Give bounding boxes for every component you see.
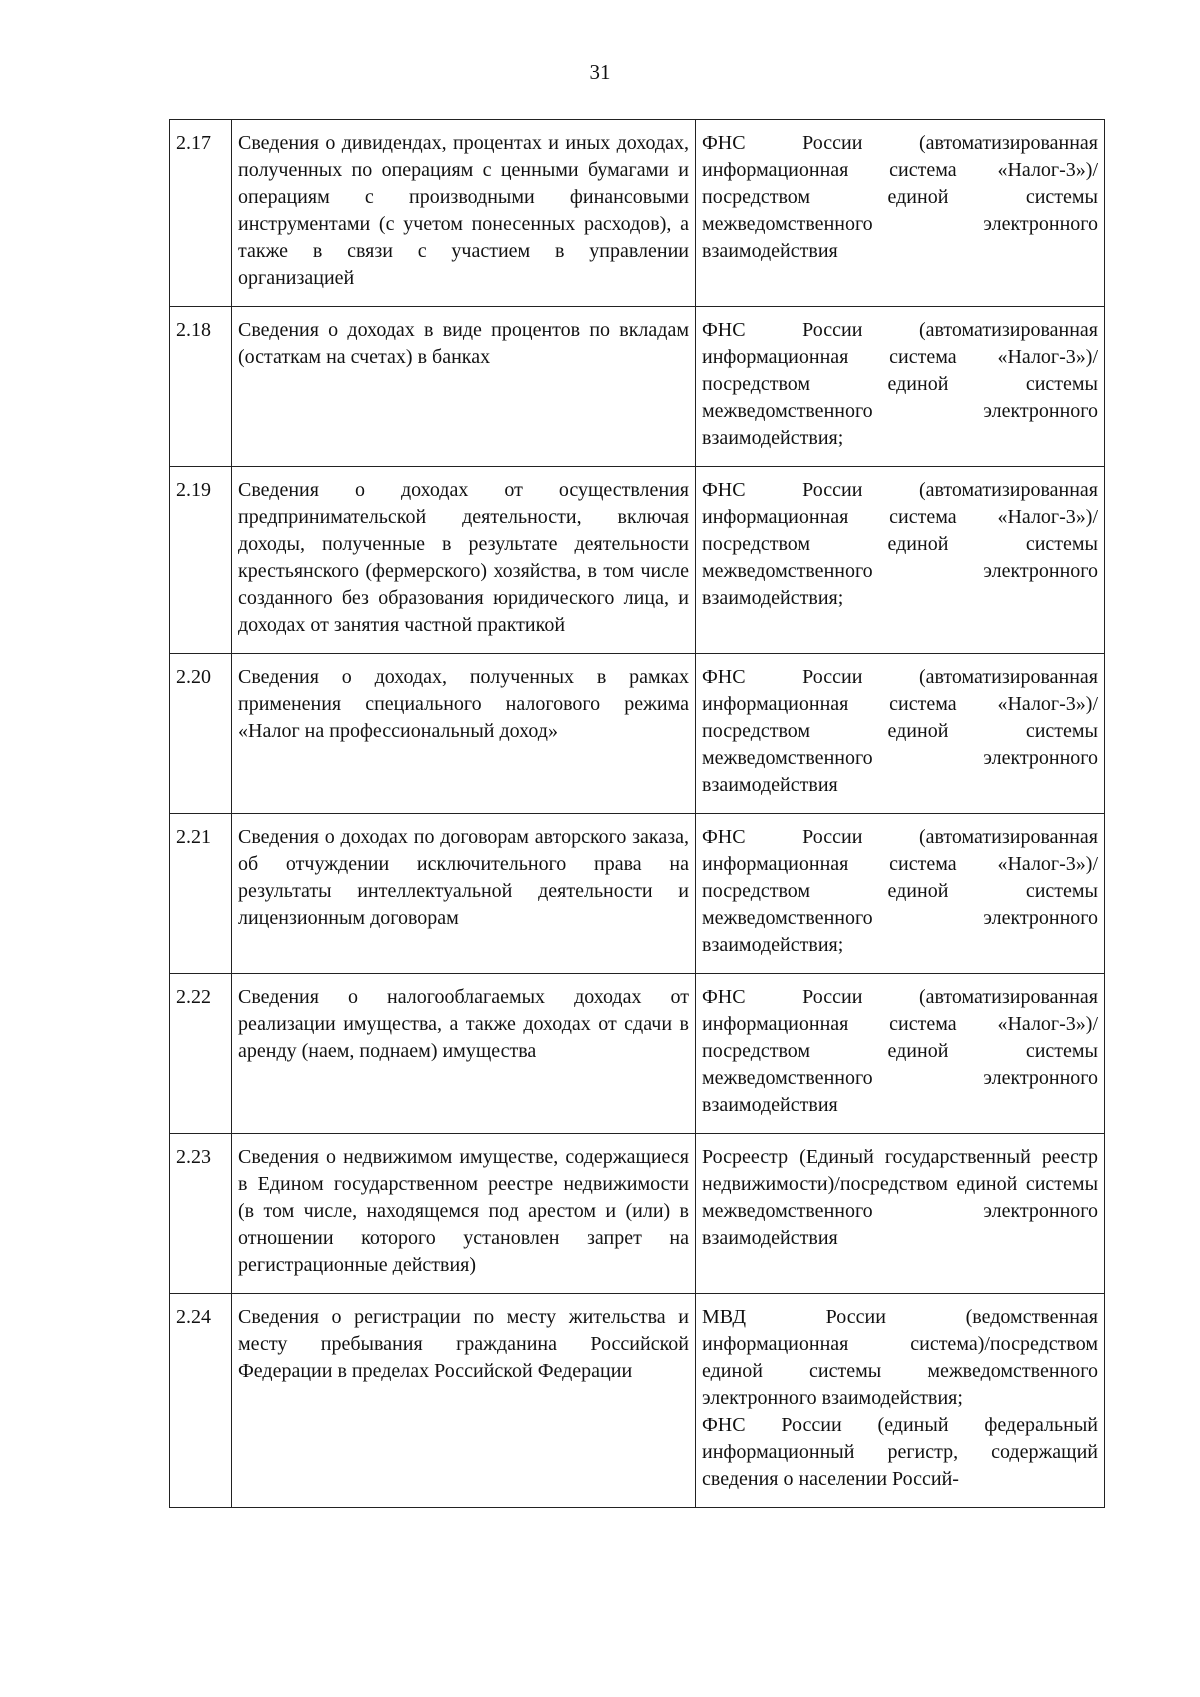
table-row	[170, 814, 1105, 974]
source-entry: Росреестр (Единый государственный реестр недвижимости)/посредством единой системы межведомственного электронного взаимодействия	[702, 1146, 1098, 1249]
row-number: 2.20	[170, 654, 232, 814]
row-source	[696, 814, 1105, 974]
row-number: 2.24	[170, 1294, 232, 1508]
row-source	[696, 120, 1105, 307]
row-description: Сведения о доходах, полученных в рамках применения специального налогового режима «Налог на профессиональный доход»	[232, 654, 696, 814]
source-entry: ФНС России (автоматизированная информационная система «Налог-3»)/посредством единой системы межведомственного электронного взаимодействия	[702, 132, 1098, 262]
source-entry: ФНС России (автоматизированная информационная система «Налог-3»)/посредством единой системы межведомственного электронного взаимодействия;	[702, 479, 1098, 609]
row-number: 2.21	[170, 814, 232, 974]
row-description: Сведения о недвижимом имуществе, содержащиеся в Едином государственном реестре недвижимости (в том числе, находящемся под арестом и (или) в отношении которого установлен запрет на регистрационные действия)	[232, 1134, 696, 1294]
row-description: Сведения о доходах в виде процентов по вкладам (остаткам на счетах) в банках	[232, 307, 696, 467]
table-row	[170, 1134, 1105, 1294]
table-row	[170, 120, 1105, 307]
source-entry: ФНС России (автоматизированная информационная система «Налог-3»)/посредством единой системы межведомственного электронного взаимодействия;	[702, 319, 1098, 449]
table-row	[170, 654, 1105, 814]
row-source	[696, 654, 1105, 814]
data-sources-table	[169, 119, 1105, 1508]
row-source	[696, 307, 1105, 467]
row-number: 2.22	[170, 974, 232, 1134]
page-number: 31	[589, 60, 611, 84]
row-source	[696, 974, 1105, 1134]
table-body	[170, 120, 1105, 1508]
source-entry: ФНС России (автоматизированная информационная система «Налог-3»)/посредством единой системы межведомственного электронного взаимодействия	[702, 986, 1098, 1116]
row-number: 2.23	[170, 1134, 232, 1294]
source-entry: ФНС России (единый федеральный информационный регистр, содержащий сведения о населении Россий-	[702, 1414, 1098, 1490]
row-source	[696, 467, 1105, 654]
table-row	[170, 467, 1105, 654]
row-number: 2.18	[170, 307, 232, 467]
table-row	[170, 974, 1105, 1134]
row-description: Сведения о доходах от осуществления предпринимательской деятельности, включая доходы, полученные в результате деятельности крестьянского (фермерского) хозяйства, в том числе созданного без образования юридического лица, и доходах от занятия частной практикой	[232, 467, 696, 654]
source-entry: ФНС России (автоматизированная информационная система «Налог-3»)/посредством единой системы межведомственного электронного взаимодействия	[702, 666, 1098, 796]
source-entry: МВД России (ведомственная информационная система)/посредством единой системы межведомственного электронного взаимодействия;	[702, 1306, 1098, 1409]
row-description: Сведения о налогооблагаемых доходах от реализации имущества, а также доходах от сдачи в аренду (наем, поднаем) имущества	[232, 974, 696, 1134]
table-row	[170, 1294, 1105, 1508]
row-description: Сведения о регистрации по месту жительства и месту пребывания гражданина Российской Федерации в пределах Российской Федерации	[232, 1294, 696, 1508]
row-description: Сведения о доходах по договорам авторского заказа, об отчуждении исключительного права на результаты интеллектуальной деятельности и лицензионным договорам	[232, 814, 696, 974]
source-entry: ФНС России (автоматизированная информационная система «Налог-3»)/посредством единой системы межведомственного электронного взаимодействия;	[702, 826, 1098, 956]
row-source	[696, 1294, 1105, 1508]
table-row	[170, 307, 1105, 467]
row-number: 2.17	[170, 120, 232, 307]
row-description: Сведения о дивидендах, процентах и иных доходах, полученных по операциям с ценными бумагами и операциям с производными финансовыми инструментами (с учетом понесенных расходов), а также в связи с участием в управлении организацией	[232, 120, 696, 307]
row-number: 2.19	[170, 467, 232, 654]
row-source	[696, 1134, 1105, 1294]
